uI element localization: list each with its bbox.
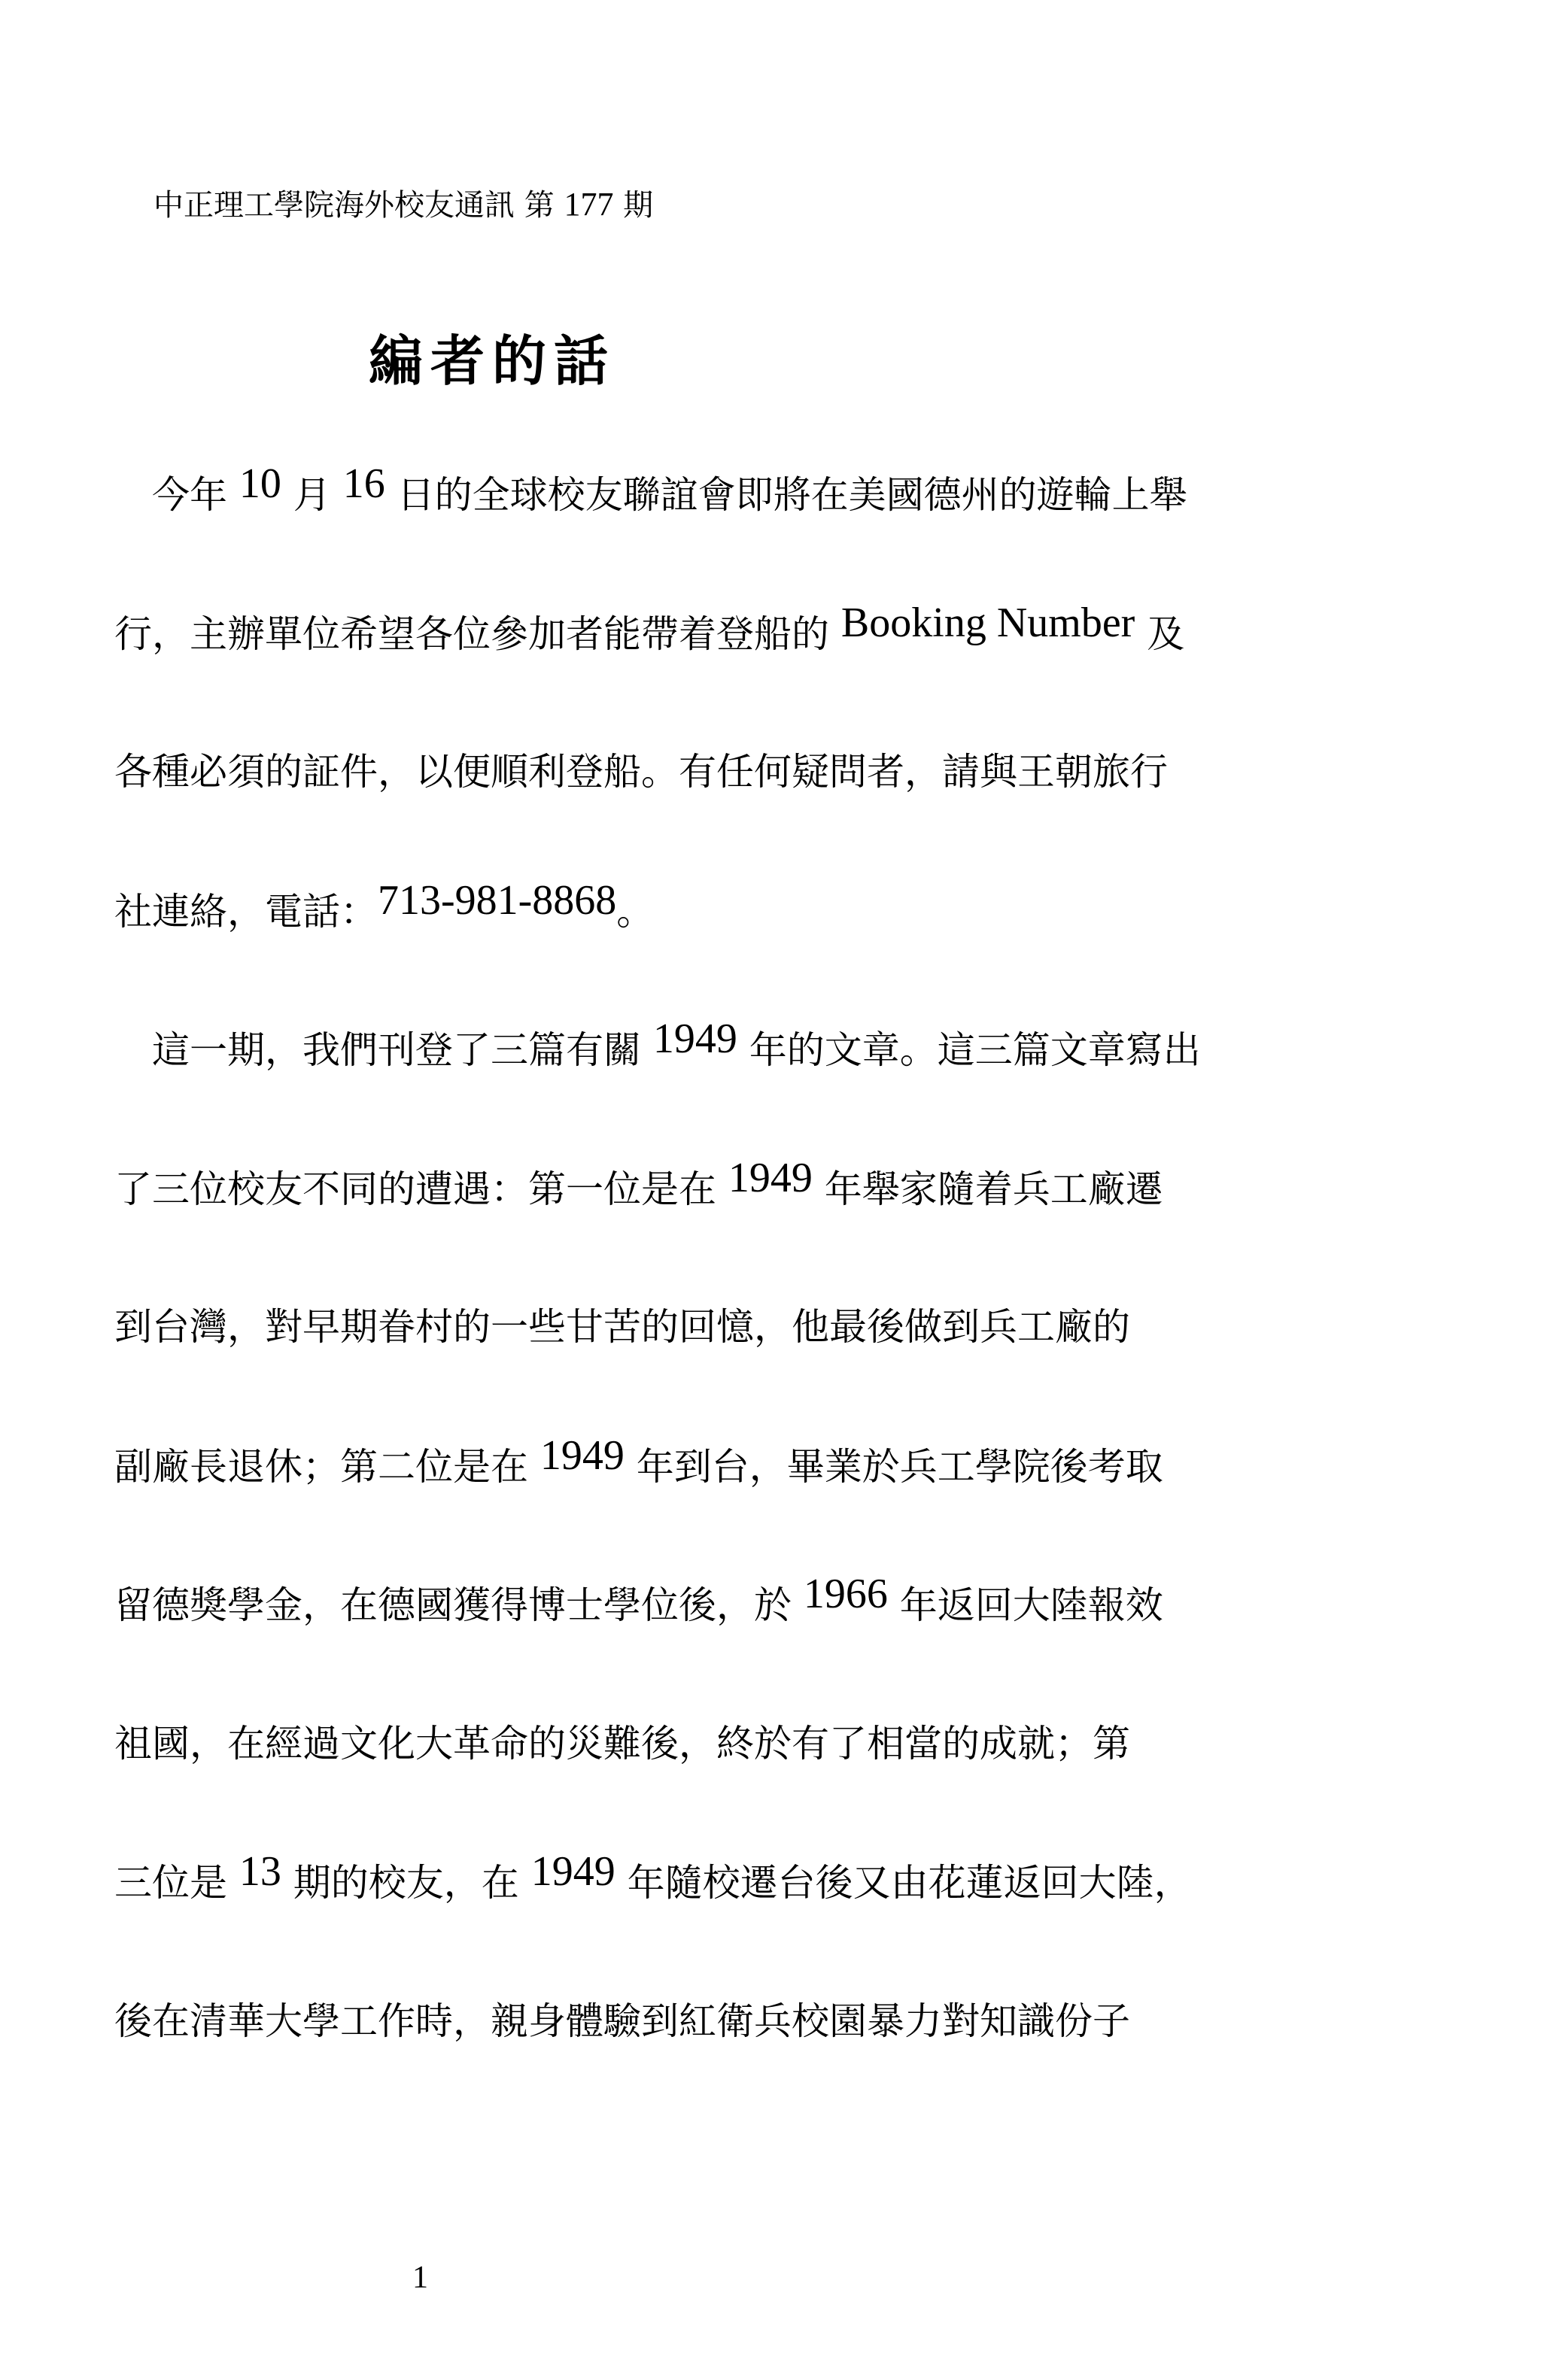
text-run: 月 [281,473,343,517]
body-line [114,745,1168,798]
body-line [114,1995,1130,2048]
text-run: 年隨校遷台後又由花蓮返回大陸， [615,1861,1192,1905]
body-line [114,1015,1201,1076]
text-run: 年舉家隨着兵工廠遷 [812,1167,1163,1211]
text-run: 副廠長退休；第二位是在 [114,1445,540,1489]
page-title: 編者的話 [369,329,616,393]
body-line [114,1571,1163,1631]
latin-text-run: 1949 [530,1848,615,1895]
text-run: 及 [1135,612,1185,656]
body-line [114,1848,1192,1908]
latin-text-run: 1949 [540,1432,625,1479]
latin-text-run: 16 [342,460,385,507]
text-run: 這一期，我們刊登了三篇有關 [114,1028,653,1072]
text-run: 年返回大陸報效 [887,1583,1163,1627]
latin-text-run: 1949 [652,1015,737,1062]
text-run: 後在清華大學工作時，親身體驗到紅衛兵校園暴力對知識份子 [114,1999,1130,2043]
text-run: 社連絡，電話： [114,890,378,933]
text-run: 期的校友，在 [281,1861,531,1905]
text-run: 到台灣，對早期眷村的一些甘苦的回憶，他最後做到兵工廠的 [114,1305,1130,1349]
page-number: 1 [412,2260,428,2295]
header-text: 中正理工學院海外校友通訊 第 [153,188,564,223]
text-run: 。 [616,890,655,933]
newsletter-header [153,184,653,226]
text-run: 各種必須的証件，以便順利登船。有任何疑問者，請與王朝旅行 [114,750,1168,794]
text-run: 年到台，畢業於兵工學院後考取 [624,1445,1163,1489]
body-line [114,1432,1163,1492]
text-run: 今年 [114,473,239,517]
latin-text-run: Booking Number [840,600,1135,646]
body-line [114,460,1187,521]
latin-text-run: 713-981-8868 [378,877,617,924]
text-run: 日的全球校友聯誼會即將在美國德州的遊輪上舉 [384,473,1187,517]
body-line [114,1301,1130,1353]
body-line [114,1717,1130,1770]
body-line [114,877,655,937]
body-line [114,600,1185,660]
body-line [114,1155,1163,1215]
latin-text-run: 1966 [803,1571,888,1617]
header-text-suffix: 期 [613,188,654,223]
text-run: 留德獎學金，在德國獲得博士學位後，於 [114,1583,804,1627]
latin-text-run: 13 [239,1848,281,1895]
text-run: 了三位校友不同的遭遇：第一位是在 [114,1167,728,1211]
text-run: 三位是 [114,1861,239,1905]
latin-text-run: 1949 [728,1155,813,1201]
latin-text-run: 10 [239,460,281,507]
text-run: 行，主辦單位希望各位參加者能帶着登船的 [114,612,841,656]
text-run: 祖國，在經過文化大革命的災難後，終於有了相當的成就；第 [114,1722,1130,1765]
issue-number: 177 [564,186,614,223]
text-run: 年的文章。這三篇文章寫出 [737,1028,1201,1072]
